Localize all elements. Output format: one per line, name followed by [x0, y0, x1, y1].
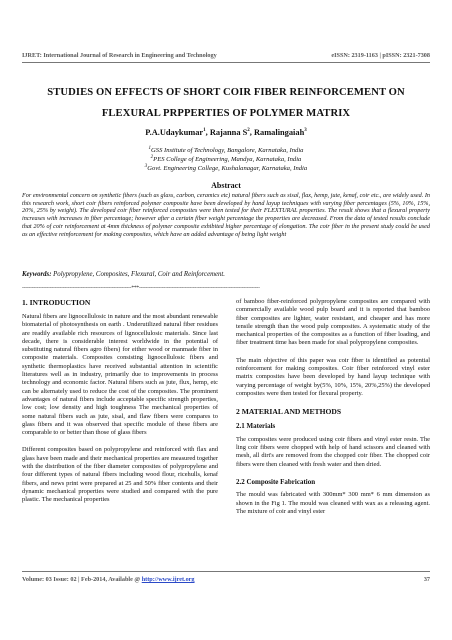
keywords [22, 271, 430, 278]
journal-header [22, 52, 430, 59]
introduction-heading: 1. INTRODUCTION [22, 298, 91, 307]
left-column [22, 298, 218, 514]
abstract-heading: Abstract [211, 181, 241, 190]
title-line-1: STUDIES ON EFFECTS OF SHORT COIR FIBER REINFORCEMENT ON [47, 87, 405, 98]
author-2-mark: 2 [247, 128, 250, 134]
page-number: 37 [423, 576, 430, 583]
affiliation-2: $^2$PES College of Engineering, Mandya, Karnataka, India [150, 155, 302, 164]
materials-paragraph: The composites were produced using coir fibers and vinyl ester resin. The ling coir fibers were chopped with help of hand scissors and cleaned with mesh, all dirt's are removed from the chopped coir fiber. The chopped coir fibers were then cleaned with fresh water and then dried. [236, 435, 430, 468]
author-3-mark: 3 [304, 128, 307, 134]
author-2: Rajanna S [209, 128, 248, 137]
materials-heading: 2.1 Materials [236, 422, 276, 431]
author-3: Ramalingaiah [253, 128, 305, 137]
author-1: P.A.Udaykumar [145, 128, 204, 137]
journal-issn: eISSN: 2319-1163 | pISSN: 2321-7308 [331, 52, 430, 59]
introduction-paragraph-2: Different composites based on polypropylene and reinforced with flax and glass have been made and their mechanical properties are measured together with the distribution of the fiber diameter composites of polypropylene and four different types of natural fibers including wood flour, ricehulls, kenaf fibers, and news print were prepared at 25 and 50% fiber contents and their dynamic mechanical properties were studied and compared with the pure plastic. The mechanical properties [22, 446, 218, 504]
fabrication-heading: 2.2 Composite Fabrication [236, 477, 316, 486]
title-line-2: FLEXURAL PRPPERTIES OF POLYMER MATRIX [101, 108, 351, 119]
footer-rule [22, 571, 430, 572]
paper-title [20, 82, 432, 124]
right-paragraph-2: The main objective of this paper was coir fiber is identified as potential reinforcement for making composites. Coir fiber reinforced vinyl ester matrix composites have been developed by hand layup technique with varying percentage of weight by(5%, 10%, 15%, 20%,25%) the developed composites were then tested for flexural property. [236, 356, 430, 397]
author-1-mark: 1 [203, 128, 206, 134]
right-paragraph-1: of bamboo fiber-reinforced polypropylene composites are compared with commercially available wood pulp board and it is reported that bamboo fiber composites are lighter, water resistant, and cheaper and has more tensile strength than the wood pulp composites. A systematic study of the mechanical properties of the composites as a function of fiber loading, and fiber treatment time has been made for sisal polypropylene composites. [236, 298, 430, 347]
page-footer [22, 576, 430, 583]
author-list: P.A.Udaykumar$^1$, Rajanna $S^2$, Ramalingaiah$^3$ [145, 128, 307, 137]
fabrication-paragraph: The mould was fabricated with 300mm* 300 mm* 6 mm dimension as shown in the Fig 1. The mould was cleaned with wax as a releasing agent. The mixture of coir and vinyl ester [236, 491, 430, 516]
affiliation-1: $^1$GSS Institute of Technology, Bangalore, Karnataka, India [148, 146, 304, 155]
abstract-text: For environmental concern on synthetic fibers (such as glass, carbon, ceramics etc) natural fibers such as sisal, flax, hemp, jute, kenaf, coir etc., are widely used. In this research work, short coir fibers reinforced polymer composite have been developed by hand layup techniques with varying fiber percentages (5%, 10%, 15%, 20%, 25% by weight). The developed coir fiber reinforced composites were then tested for their FLEXTURAL properties. The result shows that a flexural property increases with increases in fiber percentage; however after a certain fiber weight percentage the properties are decreased. From the data of tested results conclude that 20% of coir reinforcement at 4mm thickness of polymer composite exhibited higher percentage of elongation. The coir fiber in the present study could be used as an effective reinforcement for making composites, which have an added advantage of being light weight [22, 192, 430, 238]
section-separator: -------------------------------------------------------------------***-------------------------------------------------------------------------- [22, 285, 260, 291]
keywords-label: Keywords: [22, 271, 52, 278]
affiliation-3: $^3$Govt. Engineering College, Kushalanagar, Karnataka, India [144, 164, 308, 173]
footer-volume: Volume: 03 Issue: 02 | Feb-2014, Available @ http://www.ijret.org [22, 576, 195, 583]
introduction-paragraph-1: Natural fibers are lignocellulosic in nature and the most abundant renewable biomaterial of photosynthesis on earth . Underutilized natural fiber residues are readily available rich resources of lignocellulosic materials. Since last decade, there is considerable interest worldwide in the potential of substituting natural fibers agro fibers) for either wood or manmade fiber in composite materials. Composites consisting lignocellulosic fibers and synthetic thermoplastics have received substantial attention in scientific literatures well as in industry, primarily due to improvements in process technology and economic factor. Natural fibers such as jute, flux, hemp, etc can be alternately used to reduce the cost of the composites. The prominent advantages of natural fibers include acceptable specific strength properties, low cost; low density and high toughness The mechanical properties of some natural fibers such as jute, sisal, and flaw fibers were compares to glass fibers and it was observed that specific module of these fibers are comparable to or better than those of glass fibers [22, 313, 218, 437]
header-rule [22, 62, 430, 63]
right-column [236, 298, 430, 525]
journal-link[interactable]: http://www.ijret.org [141, 576, 195, 583]
keywords-text: Polypropylene, Composites, Flexural, Coir and Reinforcement. [53, 271, 225, 278]
methods-heading: 2 MATERIAL AND METHODS [236, 407, 342, 417]
journal-name: IJRET: International Journal of Research in Engineering and Technology [22, 52, 217, 59]
